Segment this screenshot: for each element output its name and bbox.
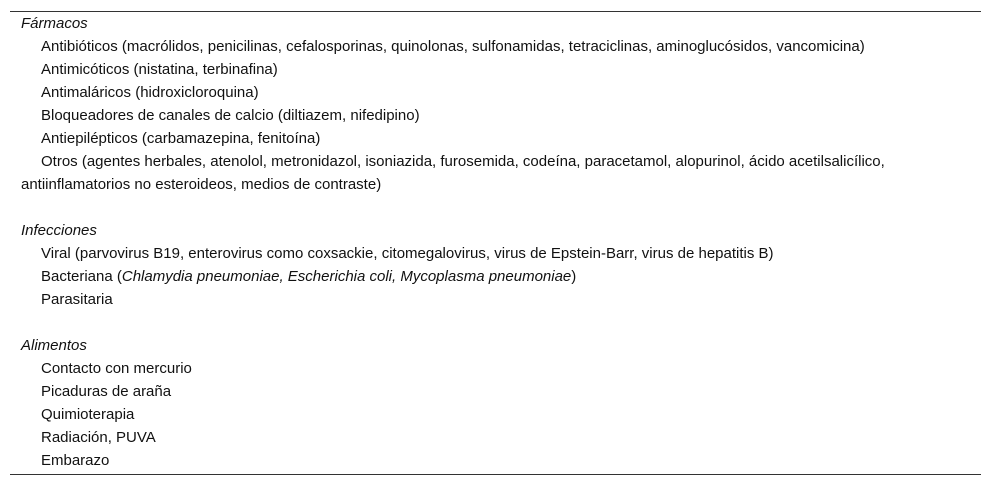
list-item: Viral (parvovirus B19, enterovirus como coxsackie, citomegalovirus, virus de Epstein-Barr, virus de hepatitis B)	[41, 245, 774, 262]
list-item: Radiación, PUVA	[41, 429, 156, 446]
list-item: Parasitaria	[41, 291, 113, 308]
list-item: Bloqueadores de canales de calcio (diltiazem, nifedipino)	[41, 107, 420, 124]
list-item-bacterial	[21, 265, 981, 288]
section-title-farmacos: Fármacos	[21, 15, 88, 32]
bacterial-organisms: Chlamydia pneumoniae, Escherichia coli, Mycoplasma pneumoniae	[121, 268, 572, 285]
list-item: Antibióticos (macrólidos, penicilinas, cefalosporinas, quinolonas, sulfonamidas, tetraciclinas, aminoglucósidos, vancomicina)	[41, 38, 865, 55]
list-item: Picaduras de araña	[41, 383, 172, 400]
list-item: Contacto con mercurio	[41, 360, 192, 377]
list-item: Quimioterapia	[41, 406, 135, 423]
bacterial-prefix: Bacteriana (	[41, 268, 122, 285]
list-item: Antiepilépticos (carbamazepina, fenitoína)	[41, 130, 321, 147]
list-item: Antimaláricos (hidroxicloroquina)	[41, 84, 259, 101]
section-spacer	[21, 196, 981, 219]
list-item: Otros (agentes herbales, atenolol, metronidazol, isoniazida, furosemida, codeína, paracetamol, alopurinol, ácido acetilsalicílico, antiinflamatorios no esteroideos, medios de contraste)	[21, 153, 885, 193]
table-content	[10, 12, 981, 472]
bacterial-suffix: )	[571, 268, 577, 285]
causes-table	[10, 11, 981, 475]
section-spacer	[21, 311, 981, 334]
section-title-infecciones: Infecciones	[21, 222, 97, 239]
list-item: Embarazo	[41, 452, 110, 469]
section-title-alimentos: Alimentos	[21, 337, 87, 354]
list-item: Antimicóticos (nistatina, terbinafina)	[41, 61, 278, 78]
